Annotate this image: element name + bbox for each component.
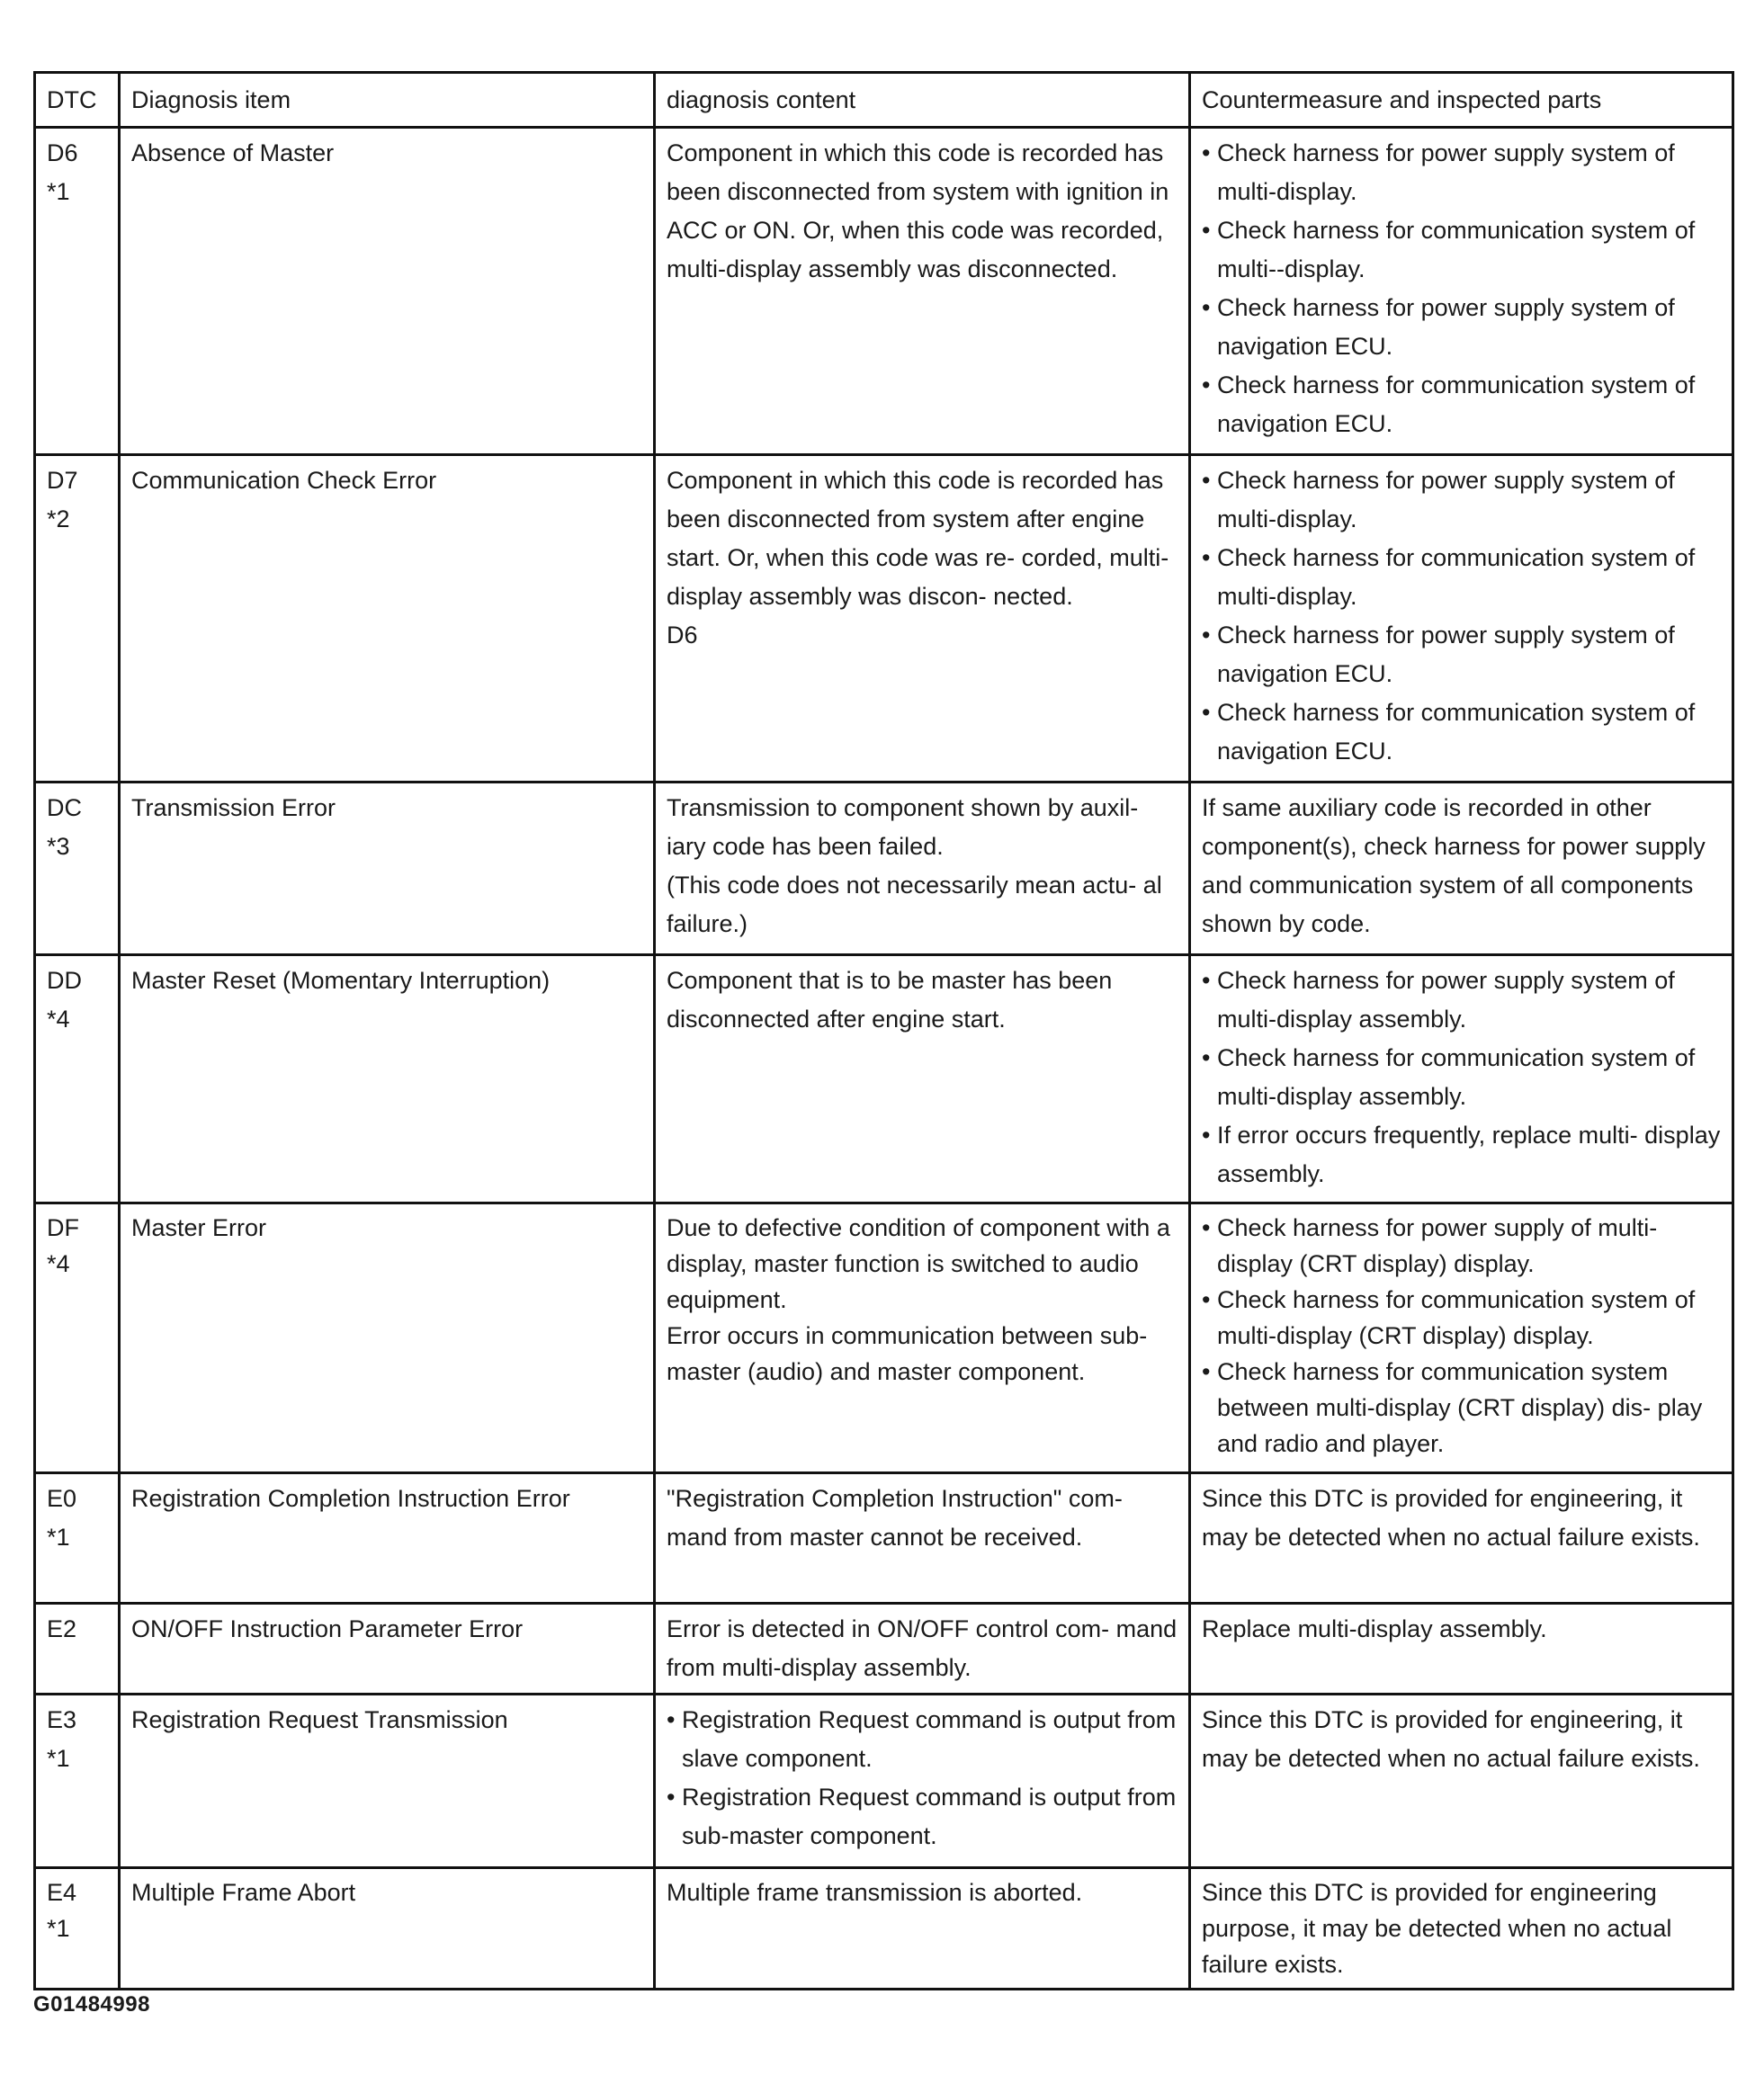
list-item: • Check harness for power supply system of navigation ECU. [1202,289,1721,366]
diagnosis-item: Communication Check Error [120,455,655,783]
diagnosis-item: Master Error [120,1203,655,1473]
table-row [35,1203,1733,1473]
dtc-note: *3 [47,833,70,860]
diagnosis-item: Master Reset (Momentary Interruption) [120,955,655,1203]
countermeasure: Since this DTC is provided for engineering, it may be detected when no actual failure exists. [1190,1473,1733,1604]
dtc-cell [35,1473,120,1604]
diagnosis-content [655,1604,1190,1695]
content-line: Error is detected in ON/OFF control com- mand from multi-display assembly. [667,1615,1177,1681]
table-row [35,128,1733,455]
content-line: Multiple frame transmission is aborted. [667,1879,1083,1906]
content-line: D6 [667,622,698,648]
dtc-note: *2 [47,505,70,532]
content-list [667,1701,1177,1856]
list-item: • Check harness for power supply system of multi-display assembly. [1202,962,1721,1039]
header-diagnosis-content: diagnosis content [655,73,1190,128]
countermeasure: If same auxiliary code is recorded in other component(s), check harness for power supply and communication system of all components shown by code. [1190,783,1733,955]
dtc-sheet [33,71,1732,1990]
list-item: • Check harness for power supply system of multi-display. [1202,134,1721,211]
content-line: Transmission to component shown by auxil- iary code has been failed. [667,794,1139,860]
dtc-cell [35,1695,120,1868]
table-row [35,1695,1733,1868]
diagnosis-item: Transmission Error [120,783,655,955]
header-diagnosis-item: Diagnosis item [120,73,655,128]
dtc-code: D6 [47,139,78,166]
header-row [35,73,1733,128]
countermeasure: Replace multi-display assembly. [1190,1604,1733,1695]
diagnosis-content [655,1203,1190,1473]
content-line: Due to defective condition of component with a display, master function is switched to audio equipment. [667,1214,1170,1313]
dtc-note: *1 [47,1915,70,1942]
countermeasure: Since this DTC is provided for engineering purpose, it may be detected when no actual failure exists. [1190,1868,1733,1990]
dtc-cell [35,128,120,455]
table-row [35,1473,1733,1604]
dtc-cell [35,455,120,783]
content-line: "Registration Completion Instruction" com- mand from master cannot be received. [667,1485,1123,1551]
diagnosis-item: Registration Completion Instruction Error [120,1473,655,1604]
countermeasure-list [1202,1210,1721,1462]
diagnosis-content [655,783,1190,955]
dtc-cell [35,783,120,955]
dtc-note: *1 [47,1745,70,1772]
table-row [35,783,1733,955]
content-line: (This code does not necessarily mean actu- al failure.) [667,872,1162,937]
list-item: • Check harness for communication system of multi-display (CRT display) display. [1202,1282,1721,1354]
diagnosis-content [655,1695,1190,1868]
figure-id: G01484998 [33,1992,150,2017]
countermeasure [1190,128,1733,455]
table-row [35,1604,1733,1695]
list-item: • Check harness for power supply system of multi-display. [1202,461,1721,539]
content-line: Component in which this code is recorded has been disconnected from system after engine start. Or, when this code was re- corded, multi-display assembly was discon- nected. [667,467,1169,610]
list-item: • Check harness for communication system of multi-display assembly. [1202,1039,1721,1116]
dtc-code: DC [47,794,82,821]
dtc-note: *4 [47,1250,70,1277]
list-item: • Check harness for power supply of multi- display (CRT display) display. [1202,1210,1721,1282]
header-dtc: DTC [35,73,120,128]
list-item: • Registration Request command is output from sub-master component. [667,1778,1177,1856]
countermeasure-list [1202,134,1721,443]
dtc-cell [35,1868,120,1990]
list-item: • Check harness for communication system of navigation ECU. [1202,693,1721,771]
dtc-cell [35,955,120,1203]
dtc-code: E3 [47,1706,77,1733]
list-item: • Check harness for power supply system of navigation ECU. [1202,616,1721,693]
diagnosis-item: ON/OFF Instruction Parameter Error [120,1604,655,1695]
countermeasure [1190,455,1733,783]
diagnosis-item: Multiple Frame Abort [120,1868,655,1990]
dtc-code: E4 [47,1879,77,1906]
list-item: • If error occurs frequently, replace multi- display assembly. [1202,1116,1721,1194]
table-row [35,955,1733,1203]
list-item: • Check harness for communication system of multi--display. [1202,211,1721,289]
countermeasure-list [1202,461,1721,771]
diagnosis-content [655,955,1190,1203]
diagnosis-content [655,1868,1190,1990]
dtc-note: *1 [47,178,70,205]
countermeasure [1190,1203,1733,1473]
list-item: • Check harness for communication system of navigation ECU. [1202,366,1721,443]
diagnosis-content [655,1473,1190,1604]
dtc-note: *4 [47,1006,70,1033]
diagnosis-item: Registration Request Transmission [120,1695,655,1868]
table-row [35,1868,1733,1990]
content-line: Error occurs in communication between sub-master (audio) and master component. [667,1322,1148,1385]
countermeasure [1190,955,1733,1203]
diagnosis-content [655,455,1190,783]
dtc-note: *1 [47,1524,70,1551]
content-line: Component that is to be master has been disconnected after engine start. [667,967,1113,1033]
dtc-code: DF [47,1214,79,1241]
list-item: • Check harness for communication system of multi-display. [1202,539,1721,616]
diagnosis-item: Absence of Master [120,128,655,455]
list-item: • Registration Request command is output from slave component. [667,1701,1177,1778]
table-row [35,455,1733,783]
dtc-cell [35,1604,120,1695]
dtc-code: E2 [47,1615,77,1642]
list-item: • Check harness for communication system between multi-display (CRT display) dis- play and radio and player. [1202,1354,1721,1462]
dtc-cell [35,1203,120,1473]
diagnosis-content [655,128,1190,455]
dtc-code: D7 [47,467,78,494]
dtc-code: DD [47,967,82,994]
countermeasure-list [1202,962,1721,1194]
dtc-code: E0 [47,1485,77,1512]
content-line: Component in which this code is recorded has been disconnected from system with ignition in ACC or ON. Or, when this code was recorded, multi-display assembly was disconnected. [667,139,1169,282]
dtc-table [33,71,1734,1990]
header-countermeasure: Countermeasure and inspected parts [1190,73,1733,128]
countermeasure: Since this DTC is provided for engineering, it may be detected when no actual failure exists. [1190,1695,1733,1868]
